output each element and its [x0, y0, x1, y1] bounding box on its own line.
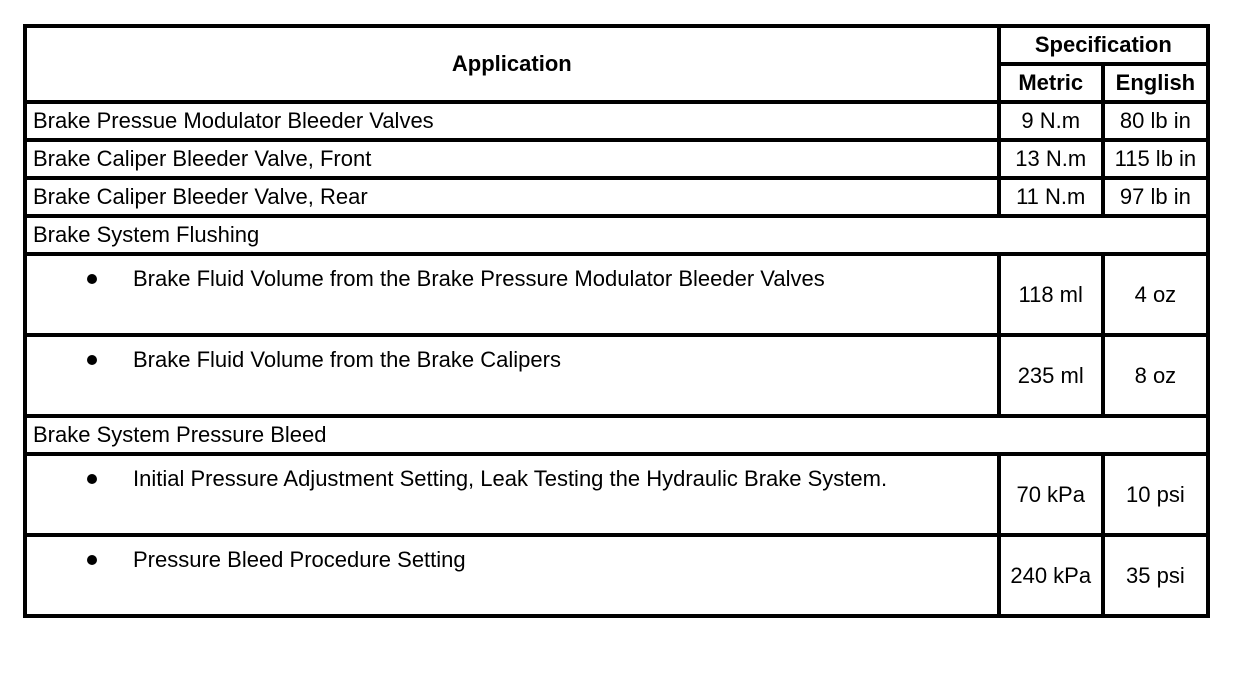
english-cell: 80 lb in	[1103, 102, 1208, 140]
application-cell	[25, 254, 999, 335]
specification-table	[23, 24, 1210, 618]
metric-cell: 118 ml	[999, 254, 1103, 335]
bullet-icon	[87, 274, 97, 284]
application-header: Application	[25, 26, 999, 102]
application-cell	[25, 535, 999, 616]
bullet-text: Pressure Bleed Procedure Setting	[133, 547, 466, 572]
metric-cell: 13 N.m	[999, 140, 1103, 178]
section-row	[25, 416, 1208, 454]
bullet-icon	[87, 474, 97, 484]
table-row	[25, 254, 1208, 335]
bullet-text: Initial Pressure Adjustment Setting, Leak Testing the Hydraulic Brake System.	[133, 466, 888, 491]
specification-header: Specification	[999, 26, 1208, 64]
bullet-icon	[87, 555, 97, 565]
application-cell	[25, 454, 999, 535]
application-cell	[25, 335, 999, 416]
table-header-row	[25, 26, 1208, 64]
table-row	[25, 140, 1208, 178]
bullet-icon	[87, 355, 97, 365]
metric-cell: 70 kPa	[999, 454, 1103, 535]
table-row	[25, 178, 1208, 216]
table-row	[25, 454, 1208, 535]
english-cell: 115 lb in	[1103, 140, 1208, 178]
application-cell: Brake Caliper Bleeder Valve, Rear	[25, 178, 999, 216]
english-cell: 35 psi	[1103, 535, 1208, 616]
metric-cell: 235 ml	[999, 335, 1103, 416]
metric-cell: 9 N.m	[999, 102, 1103, 140]
table-row	[25, 102, 1208, 140]
section-row	[25, 216, 1208, 254]
metric-header: Metric	[999, 64, 1103, 102]
application-cell: Brake Pressue Modulator Bleeder Valves	[25, 102, 999, 140]
english-cell: 10 psi	[1103, 454, 1208, 535]
section-title: Brake System Pressure Bleed	[25, 416, 1208, 454]
english-cell: 97 lb in	[1103, 178, 1208, 216]
bullet-text: Brake Fluid Volume from the Brake Pressure Modulator Bleeder Valves	[133, 266, 825, 291]
metric-cell: 11 N.m	[999, 178, 1103, 216]
bullet-text: Brake Fluid Volume from the Brake Calipers	[133, 347, 561, 372]
section-title: Brake System Flushing	[25, 216, 1208, 254]
table-row	[25, 535, 1208, 616]
english-cell: 8 oz	[1103, 335, 1208, 416]
application-cell: Brake Caliper Bleeder Valve, Front	[25, 140, 999, 178]
metric-cell: 240 kPa	[999, 535, 1103, 616]
table-row	[25, 335, 1208, 416]
english-cell: 4 oz	[1103, 254, 1208, 335]
english-header: English	[1103, 64, 1208, 102]
